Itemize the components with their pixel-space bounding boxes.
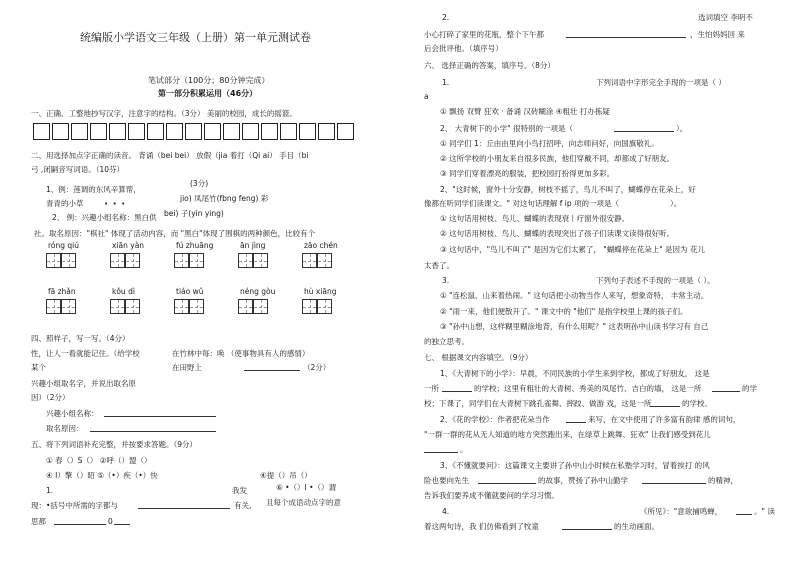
question-2-cont: 弓 ,闭嗣音写词语。（10芬） bbox=[31, 165, 125, 174]
copy-grid[interactable] bbox=[33, 123, 356, 140]
q6-3-option-3b: 太香了。 bbox=[424, 261, 454, 270]
q4-line-c: 某个 bbox=[31, 363, 46, 372]
q7-1-line-3a: 校；下课了，同学们在大青树下跳孔雀舞、摔跤、做游 戏，这是一所 bbox=[424, 399, 652, 408]
q6-1-option: ① 飘扬 双臂 狂欢 · 备诵 汉砖糊涂 ④粗壮 打办拣疑 bbox=[440, 107, 610, 116]
tianzi-box[interactable] bbox=[174, 299, 204, 314]
copy-cell[interactable] bbox=[261, 123, 278, 140]
q5-row-4-b: 我发 bbox=[232, 486, 247, 495]
copy-cell[interactable] bbox=[223, 123, 240, 140]
question-2: 二、用选择加点字正确的读音。 背诵（bei bei） 放假（jia 着打（Qi ai） 手目（bi bbox=[31, 151, 309, 160]
q7-4-num: 4. bbox=[442, 507, 450, 516]
pinyin-label: hù xiāng bbox=[304, 287, 337, 296]
answer-blank[interactable] bbox=[244, 362, 300, 371]
q7-3-line-2c: 的精神， bbox=[708, 476, 738, 485]
tianzi-cell[interactable] bbox=[61, 299, 76, 314]
q6-3-stem-b: 像都在听同学们读课文。" 对这句话理解 f ip 项的一项是（ bbox=[424, 199, 619, 208]
q6-1-stem: 下列词语中字形完全手现的一项是（ ） bbox=[596, 78, 726, 87]
q4-line-a: 性，让人一看就能记住。（给学校 bbox=[31, 349, 140, 358]
answer-blank[interactable] bbox=[736, 506, 752, 515]
q7-2-line-1a: 2、《花的学校》：作者把花朵当作 bbox=[440, 415, 550, 424]
q2-pinyin-line-2: bei) 子(yin ying) bbox=[164, 209, 224, 218]
copy-cell[interactable] bbox=[185, 123, 202, 140]
q4-line-f: 兴趣小组取名字，并说出取名原 bbox=[31, 379, 136, 388]
q5-row-3: ④提（）吊（） bbox=[260, 471, 312, 480]
tianzi-box[interactable] bbox=[238, 253, 268, 268]
tianzi-cell[interactable] bbox=[174, 253, 189, 268]
q7-3-line-2b: 的故事，赞扬了孙中山勤学 bbox=[538, 476, 628, 485]
q2-example-2: 2、 例：兴趣小组名称：黑白供 bbox=[52, 213, 157, 222]
part-heading: 第一部分积累运用（46分） bbox=[158, 89, 258, 98]
reason-label: 取名原因： bbox=[46, 424, 84, 433]
q7-1-line-1: 1、《大青树下的小学》：早晨，不同民族的小学生来到学校，都成了好朋友， 这是 bbox=[440, 369, 710, 378]
q6-4-num: 3. bbox=[442, 276, 450, 285]
answer-blank[interactable] bbox=[114, 516, 130, 525]
answer-blank[interactable] bbox=[566, 29, 686, 38]
q7-1-line-2c: 的学 bbox=[742, 384, 757, 393]
tianzi-cell[interactable] bbox=[253, 253, 268, 268]
tianzi-cell[interactable] bbox=[110, 253, 125, 268]
tianzi-cell[interactable] bbox=[61, 253, 76, 268]
answer-blank[interactable] bbox=[442, 383, 472, 392]
q6-2-option-1: ① 同学们 1：丘由由里向小鸟打招呼，向志师问好，向国旗敬礼。 bbox=[440, 139, 659, 148]
q5-row-5-c: 且每个成语动点字的意 bbox=[266, 498, 341, 507]
q6-4-option-2: ② "雨一来，他们便散开了。" 课文中的 "他们" 是指学校里上课的孩子们。 bbox=[440, 307, 688, 316]
q5-row-4-a: 1. bbox=[46, 486, 54, 495]
copy-cell[interactable] bbox=[52, 123, 69, 140]
r-line-3: 后会批评他。（填序号） bbox=[424, 44, 503, 53]
group-name-blank[interactable] bbox=[104, 408, 216, 417]
q7-1-line-3b: 的学校。 bbox=[682, 399, 712, 408]
q7-4-line-1a: 《所见》："意欲捕鸣蝉， bbox=[640, 507, 723, 516]
copy-cell[interactable] bbox=[337, 123, 354, 140]
tianzi-cell[interactable] bbox=[110, 299, 125, 314]
pinyin-label: xiān yàn bbox=[112, 241, 145, 250]
q6-4-option-1: ① "连松鼠、山来着热闹。" 这句话把小动物当作人来写，想象奇特， 丰常主动。 bbox=[440, 291, 709, 300]
question-4: 四、照样子，写一写。（4分） bbox=[31, 334, 130, 343]
copy-cell[interactable] bbox=[128, 123, 145, 140]
q7-1-line-2a: 一所 bbox=[424, 384, 439, 393]
tianzi-box[interactable] bbox=[110, 253, 140, 268]
answer-blank[interactable] bbox=[650, 398, 680, 407]
pinyin-label: néng gòu bbox=[240, 287, 276, 296]
q5-row-6-a: 思都 bbox=[31, 517, 46, 526]
q4-points: （2分） bbox=[303, 363, 331, 372]
q5-row-1: ① 春（）S（） ②呼（）盟（） bbox=[46, 456, 152, 465]
q5-row-6-b: 0 bbox=[108, 517, 113, 526]
page-title: 统编版小学语文三年级（上册）第一单元测试卷 bbox=[80, 31, 311, 44]
q6-3-end: ）。 bbox=[670, 199, 682, 208]
tianzi-cell[interactable] bbox=[238, 299, 253, 314]
q6-2-stem: 2、 大青树下的小学" 很特别的一项是（ bbox=[440, 124, 573, 133]
q6-1-mark: a bbox=[424, 92, 429, 101]
answer-blank[interactable] bbox=[424, 444, 458, 453]
q5-row-4-c: ⑥ •（）I •（）谓 bbox=[276, 483, 337, 492]
answer-blank[interactable] bbox=[712, 383, 740, 392]
copy-cell[interactable] bbox=[166, 123, 183, 140]
emphasis-dots: • • • bbox=[104, 200, 126, 208]
tianzi-cell[interactable] bbox=[302, 253, 317, 268]
q6-2-option-2: ② 这所学校的小朋友来自很多民族，他们穿戴不同，却都成了好朋友。 bbox=[440, 154, 675, 163]
pinyin-label: róng qiú bbox=[48, 241, 80, 250]
copy-cell[interactable] bbox=[299, 123, 316, 140]
q2-example-1b: 青青的小草 bbox=[46, 199, 84, 208]
q5-row-5-b: 有关, bbox=[234, 501, 252, 510]
pinyin-label: zāo chén bbox=[304, 241, 338, 250]
q4-line-g: 因）（2分） bbox=[31, 393, 70, 402]
question-6: 六、 选择正确的答案，填序号。（8分） bbox=[424, 61, 555, 70]
tianzi-cell[interactable] bbox=[317, 299, 332, 314]
q7-3-line-3: 告诉我们要养成不懂就要问的学习习惯。 bbox=[424, 491, 559, 500]
copy-cell[interactable] bbox=[318, 123, 335, 140]
copy-cell[interactable] bbox=[242, 123, 259, 140]
q6-4-option-3b: 的独立思考。 bbox=[424, 337, 469, 346]
pinyin-label: fā zhǎn bbox=[48, 287, 76, 296]
q2-points: (3分) bbox=[190, 179, 209, 188]
r-item-2: 2. bbox=[442, 13, 450, 22]
tianzi-cell[interactable] bbox=[302, 299, 317, 314]
q2-pinyin-line: jio) 凤尾竹(fbng feng) 彩 bbox=[180, 194, 269, 203]
copy-cell[interactable] bbox=[280, 123, 297, 140]
r-item-2-text: 选词填空 李明不 bbox=[698, 13, 753, 22]
q7-2-line-1b: 来写，在文中使用了许多富有韵律 感的词句， bbox=[588, 415, 741, 424]
tianzi-cell[interactable] bbox=[46, 299, 61, 314]
q7-3-line-2a: 险也要向先生 bbox=[424, 476, 469, 485]
q7-3-line-1: 3、《不懂就要问》：这篇课文主要讲了孙中山小时候在私塾学习时，冒着挨打 的风 bbox=[440, 461, 710, 470]
q6-2-end: ）。 bbox=[676, 124, 688, 133]
pinyin-label: ān jìng bbox=[240, 241, 266, 250]
answer-blank[interactable] bbox=[642, 475, 706, 484]
answer-blank[interactable] bbox=[138, 500, 230, 509]
q6-2-option-3: ③ 同学们穿着漂亮的服装，把校园打扮得更加多彩。 bbox=[440, 169, 615, 178]
r-line-2: 小心打碎了家里的花瓶，整个下午都 bbox=[424, 30, 544, 39]
question-7: 七、 根据课文内容填空。（9分） bbox=[424, 353, 533, 362]
q7-4-line-1b: 。" 读 bbox=[754, 507, 775, 516]
answer-blank[interactable] bbox=[478, 475, 536, 484]
tianzi-cell[interactable] bbox=[174, 299, 189, 314]
tianzi-box[interactable] bbox=[46, 299, 76, 314]
question-1: 一、正确、工整地抄写汉字，注意字的结构。（3分） 美丽的校园，成长的摇篮。 bbox=[31, 109, 297, 118]
reason-blank[interactable] bbox=[90, 423, 216, 432]
tianzi-cell[interactable] bbox=[125, 299, 140, 314]
tianzi-box[interactable] bbox=[238, 299, 268, 314]
tianzi-cell[interactable] bbox=[253, 299, 268, 314]
q6-3-option-2: ② 这句话用树枝、鸟儿、蝴蝶的表现突出了孩子们读课文读得很好听。 bbox=[440, 229, 675, 238]
tianzi-box[interactable] bbox=[110, 299, 140, 314]
tianzi-box[interactable] bbox=[46, 253, 76, 268]
q5-row-5-a: 现：•括号中所需的字都与 bbox=[31, 501, 118, 510]
q7-2-line-3: 。 bbox=[460, 445, 468, 454]
copy-cell[interactable] bbox=[90, 123, 107, 140]
copy-cell[interactable] bbox=[204, 123, 221, 140]
tianzi-box[interactable] bbox=[302, 299, 332, 314]
q7-1-line-2b: 的学校；这里有粗壮的大青树、秀美的凤尾竹、吉白的墙， 这是一所 bbox=[474, 384, 702, 393]
question-5: 五、将下列词语补充完整，并按要求答题。（9分） bbox=[31, 440, 198, 449]
tianzi-cell[interactable] bbox=[189, 253, 204, 268]
tianzi-cell[interactable] bbox=[46, 253, 61, 268]
copy-cell[interactable] bbox=[71, 123, 88, 140]
copy-cell[interactable] bbox=[147, 123, 164, 140]
pinyin-label: fú zhuāng bbox=[176, 241, 214, 250]
q6-3-option-1: ① 这句话用树枝、鸟儿、蝴蝶的表现衰丨疗窗外很安静。 bbox=[440, 214, 630, 223]
q6-4-option-3: ③ "孙中山想，这样糊里糊涂地背，有什么用呢？" 这表明孙中山读书学习有 自己 bbox=[440, 322, 709, 331]
group-name-label: 兴趣小组名称： bbox=[46, 409, 99, 418]
answer-blank[interactable] bbox=[54, 516, 106, 525]
copy-cell[interactable] bbox=[109, 123, 126, 140]
tianzi-box[interactable] bbox=[174, 253, 204, 268]
answer-blank[interactable] bbox=[562, 521, 612, 530]
q6-3-stem: 2、"这时候，窗外十分安静，树枝不摇了，鸟儿不叫了，蝴蝶停在花朵上，好 bbox=[440, 185, 696, 194]
q4-line-d: 在田野上 bbox=[172, 363, 202, 372]
tianzi-box[interactable] bbox=[302, 253, 332, 268]
pinyin-label: kǒu dì bbox=[112, 287, 135, 296]
tianzi-cell[interactable] bbox=[189, 299, 204, 314]
q6-1-num: 1. bbox=[442, 78, 450, 87]
answer-blank[interactable] bbox=[566, 414, 586, 423]
tianzi-cell[interactable] bbox=[238, 253, 253, 268]
tianzi-cell[interactable] bbox=[317, 253, 332, 268]
q7-5-line-b: 的生动画面。 bbox=[614, 522, 659, 531]
score-line: 笔试部分（100分；80分钟完成） bbox=[148, 76, 270, 85]
q5-row-2: ④ I）擎（）昭 ⑤（•）疾（•）快 bbox=[46, 471, 158, 480]
q2-intro: 社。取名原因："棋社" 体现了活动内容，而 "黑白"体现了围棋的两种颜色，比较有个 bbox=[34, 229, 316, 238]
copy-cell[interactable] bbox=[33, 123, 50, 140]
pinyin-label: tiáo wǔ bbox=[176, 287, 204, 296]
q6-3-option-3: ③ 这句话中，"鸟儿不叫了" 是因为它们太累了， "蝴蝶停在花朵上" 是因为 花儿 bbox=[440, 245, 705, 254]
q7-2-line-2: "一群一群的花从无人知道的地方突然跑出来，在绿草上跳舞、狂欢" 让我们感受到花儿 bbox=[424, 430, 711, 439]
q7-5-line-a: 着这两句诗，我 们仿佛看到了牧童 bbox=[424, 522, 539, 531]
answer-blank[interactable] bbox=[614, 123, 674, 132]
q2-example-1: 1、例：莲调的东风辛算帮， bbox=[46, 185, 141, 194]
r-line-2b: ，生怕妈妈回 来 bbox=[690, 30, 745, 39]
q4-line-b: 在竹林中每：唤 （使事物具有人的感情） bbox=[172, 349, 310, 358]
q6-4-stem: 下列句子表述不手现的一项是（ ）。 bbox=[596, 276, 715, 285]
tianzi-cell[interactable] bbox=[125, 253, 140, 268]
